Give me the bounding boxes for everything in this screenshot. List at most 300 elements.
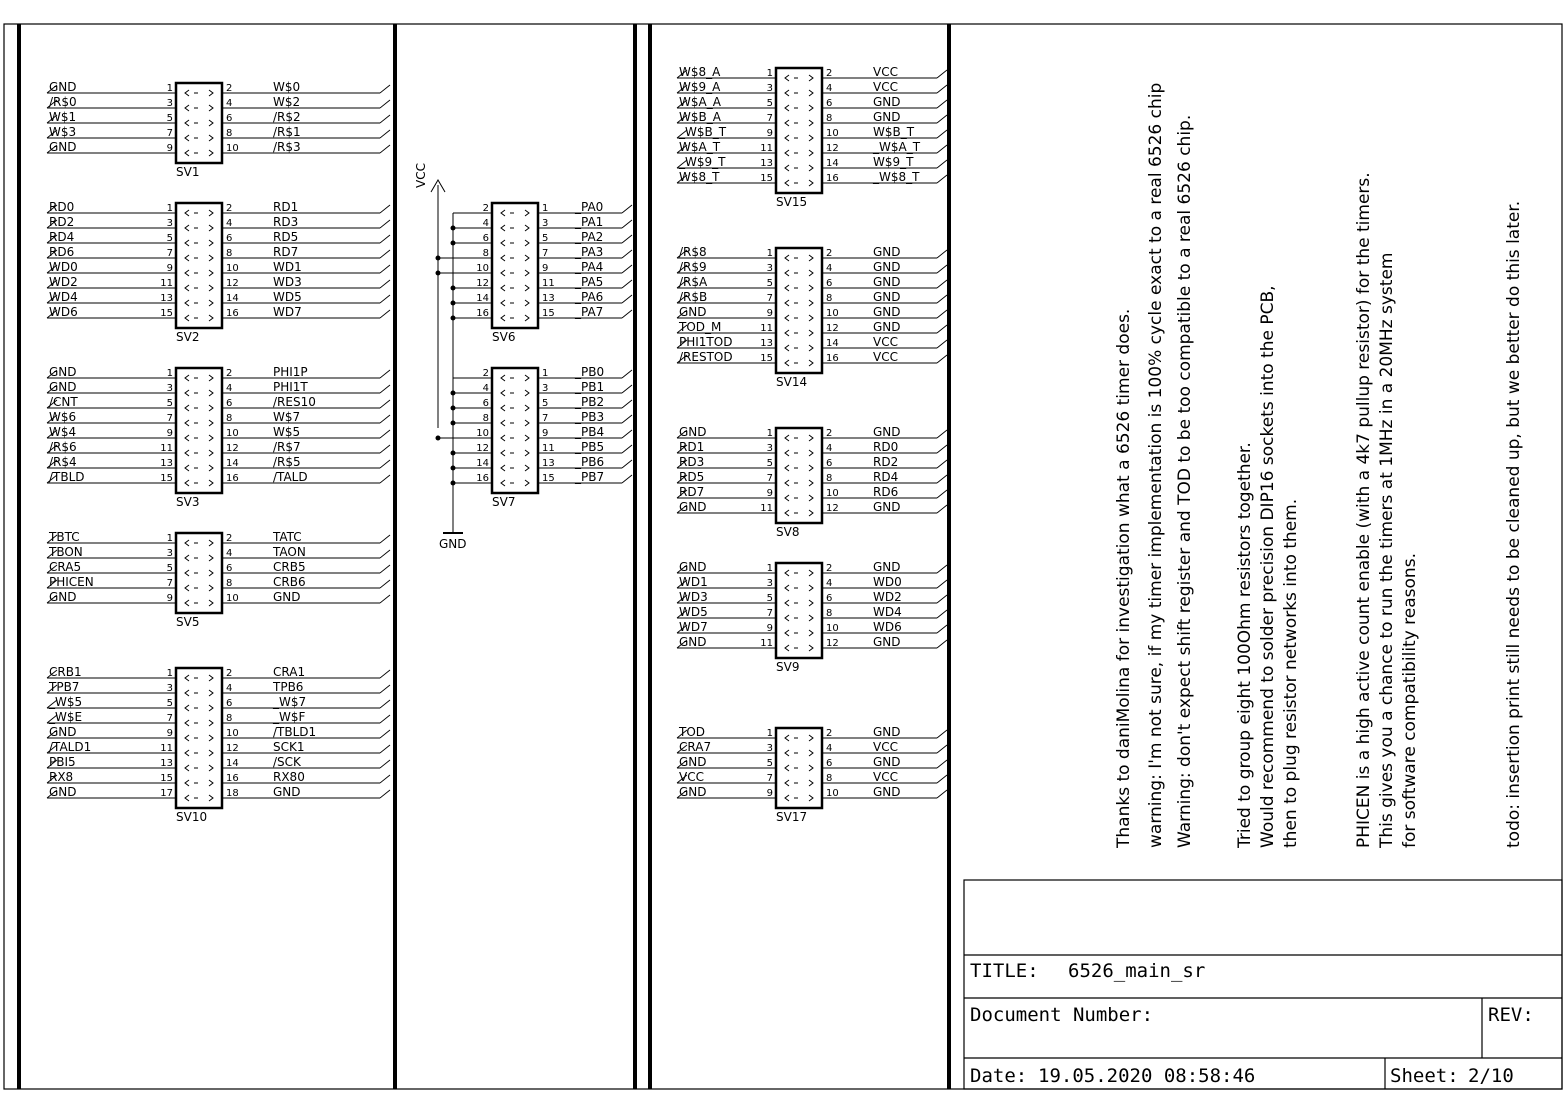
signal-label: /R$8 xyxy=(679,245,707,259)
pin-number: 3 xyxy=(166,548,173,559)
signal-label: VCC xyxy=(873,770,898,784)
header-body xyxy=(776,563,822,658)
pin-number: 6 xyxy=(482,233,489,244)
signal-label: W$B_T xyxy=(873,125,915,139)
signal-label: /SCK xyxy=(273,755,301,769)
pin-number: 11 xyxy=(760,143,773,154)
gnd-label: GND xyxy=(439,537,467,551)
signal-label: W$6 xyxy=(49,410,77,424)
header-sv3 xyxy=(47,365,390,509)
header-sv14 xyxy=(677,245,947,389)
signal-label: _PB3 xyxy=(575,410,605,424)
pin-number: 9 xyxy=(766,488,773,499)
signal-label: RD4 xyxy=(873,470,899,484)
signal-label: CRA5 xyxy=(49,560,82,574)
header-body xyxy=(176,668,222,808)
signal-label: W$4 xyxy=(49,425,77,439)
pin-number: 9 xyxy=(166,143,173,154)
pin-number: 7 xyxy=(766,608,773,619)
pin-number: 5 xyxy=(766,278,773,289)
pin-row xyxy=(677,80,947,96)
pin-number: 8 xyxy=(226,578,233,589)
pin-number: 1 xyxy=(542,368,549,379)
junction-dot xyxy=(436,256,441,261)
signal-label: RD3 xyxy=(679,455,705,469)
signal-label: GND xyxy=(679,755,707,769)
signal-label: WD6 xyxy=(49,305,78,319)
pin-number: 10 xyxy=(476,428,489,439)
signal-label: SCK1 xyxy=(273,740,305,754)
signal-label: PHI1P xyxy=(273,365,308,379)
signal-label: RD0 xyxy=(873,440,899,454)
pin-row xyxy=(677,170,947,186)
signal-label: CRA7 xyxy=(679,740,712,754)
pin-number: 15 xyxy=(760,173,773,184)
signal-label: PHI1TOD xyxy=(679,335,733,349)
signal-label: GND xyxy=(873,320,901,334)
pin-row xyxy=(47,380,390,396)
pin-number: 13 xyxy=(542,458,555,469)
pin-row xyxy=(453,425,632,441)
pin-number: 2 xyxy=(226,533,233,544)
note-1: Thanks to daniMolina for investigation what a 6526 timer does. xyxy=(1114,308,1134,848)
design-notes xyxy=(1114,83,1524,849)
junction-dot xyxy=(451,466,456,471)
pin-number: 14 xyxy=(226,458,239,469)
pin-row xyxy=(47,95,390,111)
pin-row xyxy=(677,95,947,111)
pin-number: 8 xyxy=(482,248,489,259)
pin-number: 4 xyxy=(482,218,489,229)
pin-number: 7 xyxy=(166,128,173,139)
header-body xyxy=(776,248,822,373)
header-name: SV5 xyxy=(176,615,200,629)
pin-row xyxy=(47,425,390,441)
signal-label: /R$5 xyxy=(273,455,301,469)
header-body xyxy=(492,368,538,493)
header-name: SV7 xyxy=(492,495,516,509)
pin-number: 9 xyxy=(542,263,549,274)
signal-label: W$3 xyxy=(49,125,77,139)
signal-label: TATC xyxy=(273,530,302,544)
pin-number: 4 xyxy=(226,98,233,109)
signal-label: TPB7 xyxy=(49,680,80,694)
signal-label: GND xyxy=(873,275,901,289)
signal-label: GND xyxy=(679,425,707,439)
pin-row xyxy=(677,770,947,786)
signal-label: PHICEN xyxy=(49,575,94,589)
signal-label: _PB7 xyxy=(575,470,605,484)
pin-number: 12 xyxy=(226,743,239,754)
pin-row xyxy=(47,575,390,591)
pin-row xyxy=(677,335,947,351)
signal-label: /R$2 xyxy=(273,110,301,124)
signal-label: _W$5 xyxy=(49,695,83,709)
pin-number: 8 xyxy=(226,128,233,139)
header-body xyxy=(776,428,822,523)
pin-number: 11 xyxy=(760,638,773,649)
pin-row xyxy=(47,245,390,261)
signal-label: VCC xyxy=(873,65,898,79)
sheet-value: 2/10 xyxy=(1468,1065,1514,1087)
note-5: Would recommend to solder precision DIP16 sockets into the PCB, xyxy=(1258,285,1278,848)
pin-number: 2 xyxy=(826,428,833,439)
pin-number: 5 xyxy=(166,698,173,709)
signal-label: GND xyxy=(873,425,901,439)
header-name: SV2 xyxy=(176,330,200,344)
signal-label: WD0 xyxy=(49,260,78,274)
pin-number: 3 xyxy=(766,578,773,589)
signal-label: RD7 xyxy=(679,485,705,499)
document-number-label: Document Number: xyxy=(970,1004,1154,1026)
pin-number: 10 xyxy=(826,308,839,319)
pin-row xyxy=(677,455,947,471)
signal-label: W$A_T xyxy=(679,140,721,154)
signal-label: GND xyxy=(679,305,707,319)
signal-label: RD5 xyxy=(273,230,299,244)
pin-row xyxy=(47,275,390,291)
signal-label: RD3 xyxy=(273,215,299,229)
signal-label: TPB6 xyxy=(273,680,304,694)
signal-label: TOD_M xyxy=(679,320,722,334)
header-name: SV15 xyxy=(776,195,808,209)
signal-label: GND xyxy=(49,785,77,799)
pin-number: 2 xyxy=(226,668,233,679)
pin-number: 10 xyxy=(826,788,839,799)
header-sv17 xyxy=(677,725,947,824)
signal-label: TBTC xyxy=(49,530,80,544)
pin-number: 8 xyxy=(826,113,833,124)
pin-number: 13 xyxy=(760,158,773,169)
pin-number: 8 xyxy=(826,773,833,784)
pin-row xyxy=(47,110,390,126)
pin-number: 4 xyxy=(826,578,833,589)
pin-row xyxy=(677,290,947,306)
pin-number: 11 xyxy=(160,743,173,754)
pin-number: 4 xyxy=(826,263,833,274)
pin-number: 8 xyxy=(482,413,489,424)
pin-number: 9 xyxy=(166,428,173,439)
signal-label: WD0 xyxy=(873,575,902,589)
pin-number: 7 xyxy=(166,248,173,259)
pin-number: 4 xyxy=(826,443,833,454)
signal-label: /TBLD1 xyxy=(273,725,317,739)
pin-number: 4 xyxy=(826,743,833,754)
signal-label: /TALD xyxy=(273,470,308,484)
pin-number: 2 xyxy=(482,368,489,379)
pin-row xyxy=(47,680,390,696)
pin-row xyxy=(453,230,632,246)
pin-row xyxy=(453,470,632,486)
junction-dot xyxy=(436,271,441,276)
header-name: SV3 xyxy=(176,495,200,509)
header-body xyxy=(492,203,538,328)
signal-label: RX80 xyxy=(273,770,305,784)
signal-label: TAON xyxy=(273,545,306,559)
signal-label: TOD xyxy=(679,725,706,739)
signal-label: GND xyxy=(873,305,901,319)
signal-label: GND xyxy=(873,725,901,739)
pin-number: 3 xyxy=(766,743,773,754)
header-sv2 xyxy=(47,200,390,344)
signal-label: GND xyxy=(679,500,707,514)
pin-number: 5 xyxy=(766,98,773,109)
signal-label: _W$A_T xyxy=(873,140,921,154)
power-nets xyxy=(414,163,467,551)
signal-label: VCC xyxy=(873,350,898,364)
signal-label: /R$9 xyxy=(679,260,707,274)
signal-label: GND xyxy=(873,785,901,799)
revision-label: REV: xyxy=(1488,1004,1534,1026)
junction-dot xyxy=(451,451,456,456)
pin-row xyxy=(453,380,632,396)
signal-label: GND xyxy=(273,785,301,799)
pin-number: 8 xyxy=(826,608,833,619)
pin-row xyxy=(47,410,390,426)
vcc-label: VCC xyxy=(414,163,428,188)
pin-row xyxy=(47,770,390,786)
pin-row xyxy=(677,500,947,516)
pin-number: 10 xyxy=(226,263,239,274)
note-4: Tried to group eight 100Ohm resistors together. xyxy=(1235,442,1255,848)
signal-label: W$1 xyxy=(49,110,77,124)
signal-label: RD2 xyxy=(49,215,75,229)
junction-dot xyxy=(436,436,441,441)
signal-label: _PA3 xyxy=(575,245,604,259)
pin-number: 16 xyxy=(826,173,839,184)
pin-number: 16 xyxy=(826,353,839,364)
pin-number: 7 xyxy=(166,578,173,589)
signal-label: _PA4 xyxy=(575,260,604,274)
signal-label: WD6 xyxy=(873,620,902,634)
pin-number: 5 xyxy=(166,398,173,409)
header-body xyxy=(176,368,222,493)
signal-label: W$8_A xyxy=(679,65,721,79)
header-sv10 xyxy=(47,665,390,824)
pin-number: 16 xyxy=(226,773,239,784)
date-label: Date: xyxy=(970,1065,1028,1087)
pin-number: 7 xyxy=(166,713,173,724)
header-sv15 xyxy=(677,65,947,209)
header-body xyxy=(176,203,222,328)
pin-row xyxy=(453,200,632,216)
pin-row xyxy=(47,305,390,321)
pin-number: 5 xyxy=(166,233,173,244)
signal-label: W$7 xyxy=(273,410,301,424)
pin-number: 14 xyxy=(226,758,239,769)
pin-row xyxy=(677,605,947,621)
junction-dot xyxy=(451,406,456,411)
signal-label: W$B_A xyxy=(679,110,721,124)
header-body xyxy=(176,83,222,163)
pin-number: 16 xyxy=(226,473,239,484)
title-value: 6526_main_sr xyxy=(1068,960,1206,982)
junction-dot xyxy=(451,286,456,291)
pin-number: 9 xyxy=(166,728,173,739)
pin-row xyxy=(47,395,390,411)
pin-number: 14 xyxy=(826,338,839,349)
signal-label: GND xyxy=(679,785,707,799)
pin-number: 5 xyxy=(166,113,173,124)
pin-row xyxy=(47,740,390,756)
note-6: then to plug resistor networks into them. xyxy=(1281,498,1301,848)
signal-label: RD1 xyxy=(273,200,299,214)
signal-label: RD1 xyxy=(679,440,705,454)
signal-label: /RES10 xyxy=(273,395,316,409)
pin-row xyxy=(677,260,947,276)
signal-label: WD2 xyxy=(49,275,78,289)
pin-row xyxy=(677,620,947,636)
signal-label: /TBLD xyxy=(49,470,85,484)
signal-label: RD0 xyxy=(49,200,75,214)
pin-number: 1 xyxy=(542,203,549,214)
sheet-frame xyxy=(4,24,1562,1089)
pin-number: 7 xyxy=(766,773,773,784)
pin-number: 5 xyxy=(766,593,773,604)
junction-dot xyxy=(451,301,456,306)
pin-row xyxy=(453,440,632,456)
signal-label: VCC xyxy=(873,335,898,349)
pin-number: 1 xyxy=(166,533,173,544)
signal-label: _PB2 xyxy=(575,395,605,409)
pin-row xyxy=(677,635,947,651)
signal-label: /R$B xyxy=(679,290,708,304)
pin-number: 7 xyxy=(542,413,549,424)
pin-number: 6 xyxy=(226,398,233,409)
pin-number: 1 xyxy=(766,728,773,739)
pin-row xyxy=(47,590,390,606)
pin-number: 2 xyxy=(826,248,833,259)
pin-number: 8 xyxy=(226,248,233,259)
pin-number: 12 xyxy=(826,503,839,514)
signal-label: W$2 xyxy=(273,95,301,109)
pin-number: 3 xyxy=(542,218,549,229)
pin-number: 1 xyxy=(166,83,173,94)
pin-number: 10 xyxy=(226,593,239,604)
header-name: SV8 xyxy=(776,525,800,539)
header-sv9 xyxy=(677,560,947,674)
pin-number: 4 xyxy=(226,383,233,394)
pin-row xyxy=(47,725,390,741)
header-name: SV10 xyxy=(176,810,208,824)
pin-row xyxy=(47,290,390,306)
pin-row xyxy=(47,560,390,576)
pin-row xyxy=(47,440,390,456)
signal-label: GND xyxy=(49,725,77,739)
junction-dot xyxy=(451,226,456,231)
header-sv7 xyxy=(453,365,632,509)
signal-label: _PB6 xyxy=(575,455,605,469)
header-body xyxy=(776,728,822,808)
signal-label: /R$4 xyxy=(49,455,77,469)
signal-label: WD1 xyxy=(273,260,302,274)
signal-label: /R$3 xyxy=(273,140,301,154)
pin-number: 12 xyxy=(476,443,489,454)
signal-label: PBI5 xyxy=(49,755,76,769)
signal-label: CRB6 xyxy=(273,575,306,589)
title-block xyxy=(964,880,1562,1089)
pin-row xyxy=(47,470,390,486)
pin-number: 16 xyxy=(476,473,489,484)
pin-number: 12 xyxy=(476,278,489,289)
header-name: SV14 xyxy=(776,375,808,389)
signal-label: RD7 xyxy=(273,245,299,259)
pin-row xyxy=(677,440,947,456)
pin-number: 2 xyxy=(226,83,233,94)
pin-number: 7 xyxy=(766,473,773,484)
note-7: PHICEN is a high active count enable (with a 4k7 pullup resistor) for the timers. xyxy=(1354,172,1374,848)
signal-label: GND xyxy=(873,500,901,514)
pin-number: 13 xyxy=(160,293,173,304)
pin-number: 15 xyxy=(160,473,173,484)
pin-row xyxy=(677,305,947,321)
pin-number: 8 xyxy=(226,413,233,424)
signal-label: _PB1 xyxy=(575,380,605,394)
pin-number: 1 xyxy=(766,248,773,259)
pin-number: 15 xyxy=(760,353,773,364)
pin-number: 6 xyxy=(226,698,233,709)
note-10: todo: insertion print still needs to be cleaned up, but we better do this later. xyxy=(1504,200,1524,848)
signal-label: _W$E xyxy=(49,710,83,724)
pin-number: 10 xyxy=(226,143,239,154)
header-name: SV1 xyxy=(176,165,200,179)
signal-label: _PB4 xyxy=(575,425,605,439)
signal-label: W$A_A xyxy=(679,95,721,109)
signal-label: GND xyxy=(873,635,901,649)
pin-number: 16 xyxy=(226,308,239,319)
pin-number: 6 xyxy=(226,113,233,124)
signal-label: GND xyxy=(49,590,77,604)
signal-label: RD6 xyxy=(49,245,75,259)
pin-number: 1 xyxy=(166,203,173,214)
pin-number: 5 xyxy=(166,563,173,574)
signal-label: GND xyxy=(49,380,77,394)
pin-number: 11 xyxy=(542,278,555,289)
pin-number: 9 xyxy=(766,788,773,799)
signal-label: /R$1 xyxy=(273,125,301,139)
pin-number: 12 xyxy=(226,278,239,289)
pin-row xyxy=(677,140,947,156)
pin-number: 14 xyxy=(226,293,239,304)
pin-number: 15 xyxy=(160,773,173,784)
pin-number: 3 xyxy=(166,383,173,394)
note-3: Warning: don't expect shift register and TOD to be too compatible to a real 6526 chip. xyxy=(1175,114,1195,848)
header-name: SV9 xyxy=(776,660,800,674)
signal-label: GND xyxy=(873,95,901,109)
signal-label: /R$A xyxy=(679,275,708,289)
pin-number: 1 xyxy=(766,563,773,574)
header-sv1 xyxy=(47,80,390,179)
pin-number: 6 xyxy=(226,563,233,574)
signal-label: WD7 xyxy=(273,305,302,319)
pin-number: 4 xyxy=(226,218,233,229)
pin-number: 3 xyxy=(766,443,773,454)
pin-row xyxy=(677,485,947,501)
pin-number: 12 xyxy=(826,143,839,154)
pin-row xyxy=(47,455,390,471)
signal-label: W$9_T xyxy=(873,155,914,169)
pin-row xyxy=(677,590,947,606)
signal-label: _PA2 xyxy=(575,230,604,244)
pin-number: 9 xyxy=(166,593,173,604)
pin-number: 11 xyxy=(160,443,173,454)
pin-number: 6 xyxy=(482,398,489,409)
pin-number: 11 xyxy=(760,503,773,514)
pin-number: 14 xyxy=(476,293,489,304)
pin-number: 9 xyxy=(542,428,549,439)
pin-number: 2 xyxy=(826,563,833,574)
pin-row xyxy=(677,110,947,126)
